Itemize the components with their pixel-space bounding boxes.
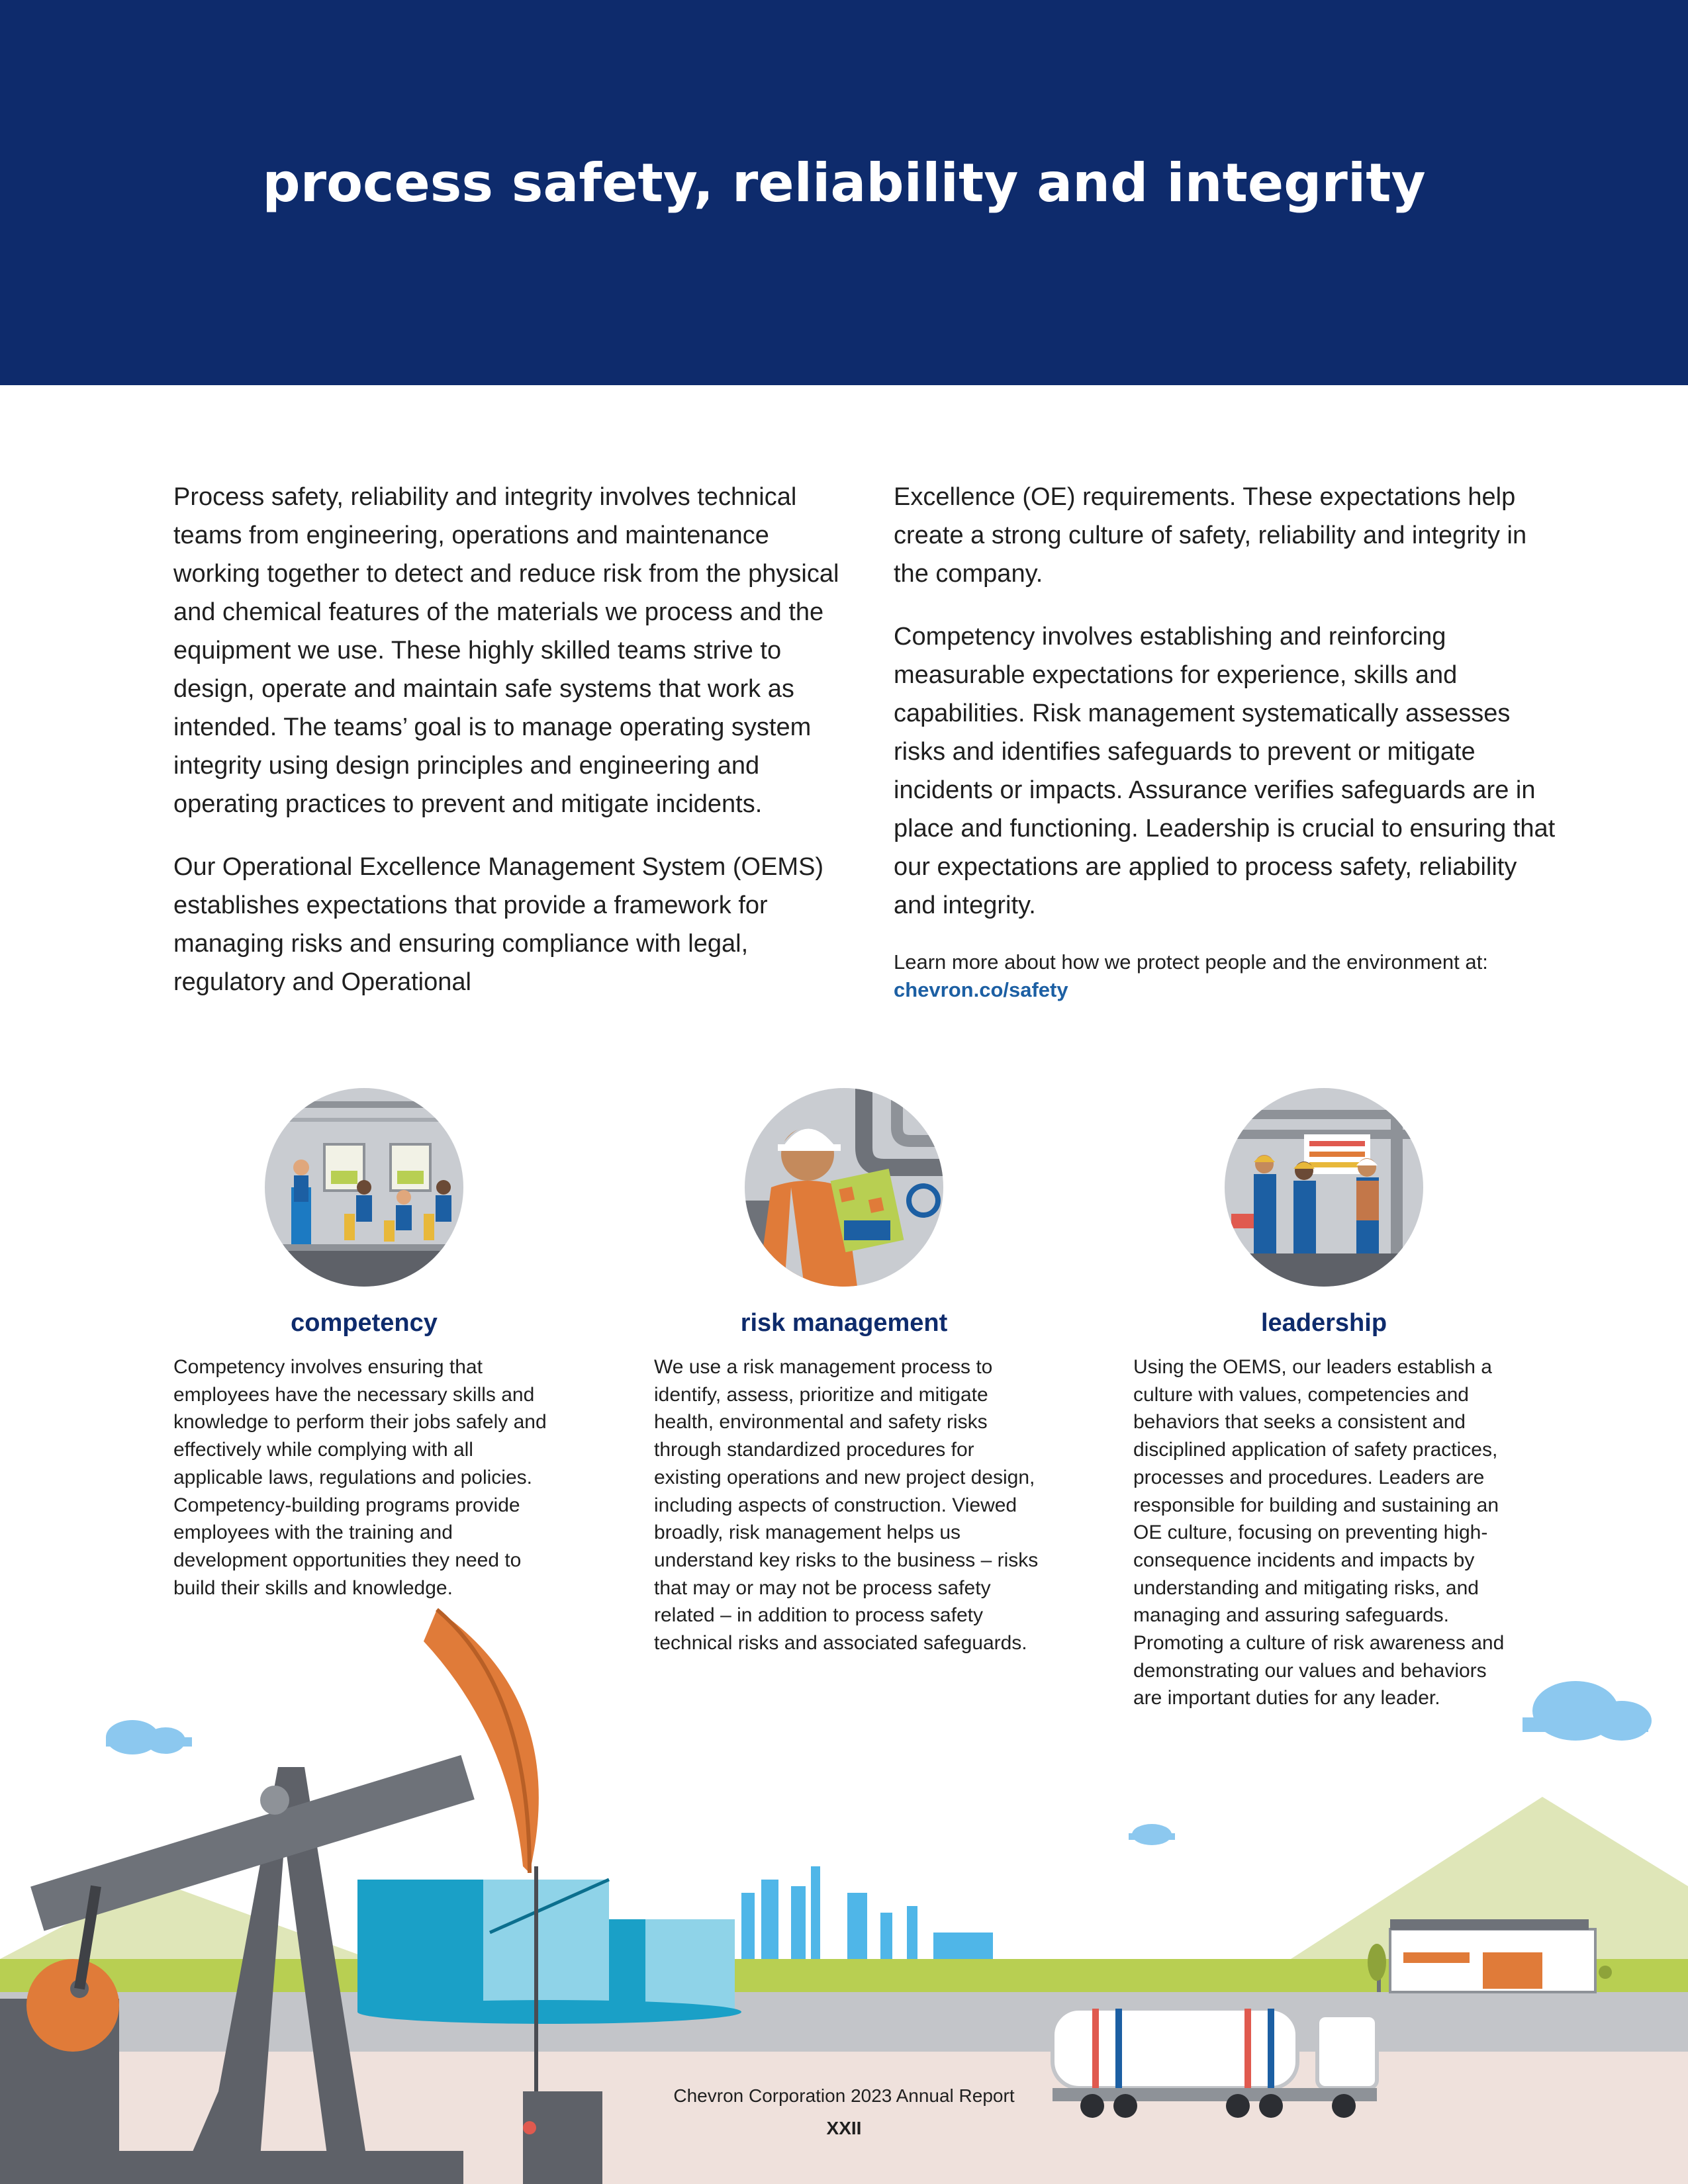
refinery: [741, 1866, 993, 1959]
card-body-leadership: Using the OEMS, our leaders establish a culture with values, competencies and behaviors that seeks a consistent and disciplined application of safety practices, processes and procedures. Leaders are responsible for building and sustaining an OE culture, focusing on preventing high-consequence incidents and impacts by understanding and mitigating risks, and managing and assuring safeguards. Promoting a culture of risk awareness and demonstrating our values and behaviors are important duties for any leader.: [1133, 1356, 1505, 1709]
card-body-competency: Competency involves ensuring that employees have the necessary skills and knowledge to perform their jobs safely and effectively while complying with all applicable laws, regulations and policies. Competency-building programs provide employees with the training and development opportunities they need to build their skills and knowledge.: [173, 1356, 547, 1599]
card-title-leadership: leadership: [1260, 1309, 1387, 1337]
intro-paragraph: Excellence (OE) requirements. These expectations help create a strong culture of safety, reliability and integrity in the company.: [894, 483, 1527, 588]
learn-more: [894, 948, 1562, 1004]
intro-column-left: [173, 478, 842, 1026]
intro-paragraph: Competency involves establishing and reinforcing measurable expectations for experience, skills and capabilities. Risk management systematically assesses risks and identifies safeguards to prevent or mitigate incidents or impacts. Assurance verifies safeguards are in place and functioning. Leadership is crucial to ensuring that our expectations are applied to process safety, reliability and integrity.: [894, 623, 1556, 919]
office-building: [1368, 1919, 1612, 1992]
inspector-clipboard-icon: [745, 1088, 943, 1287]
safety-link[interactable]: chevron.co/safety: [894, 978, 1068, 1001]
learn-more-text: Learn more about how we protect people and the environment at:: [894, 950, 1488, 974]
footer-report-name: Chevron Corporation 2023 Annual Report: [673, 2085, 1015, 2106]
card-body-risk-management: We use a risk management process to identify, assess, prioritize and mitigate health, environmental and safety risks through standardized procedures for existing operations and new project design, including aspects of construction. Viewed broadly, risk management helps us understand key risks to the business – risks that may or may not be process safety related – in addition to process safety technical risks and associated safeguards.: [654, 1356, 1039, 1655]
intro-paragraph: Process safety, reliability and integrity involves technical teams from engineering, operations and maintenance working together to detect and reduce risk from the physical and chemical features of the materials we process and the equipment we use. These highly skilled teams strive to design, operate and maintain safe systems that work as intended. The teams’ goal is to manage operating system integrity using design principles and engineering and operating practices to prevent and mitigate incidents.: [173, 483, 839, 818]
intro-column-right: [894, 478, 1562, 949]
header-banner: [0, 0, 1688, 385]
storage-tanks: [357, 1880, 741, 2024]
card-title-risk-management: risk management: [740, 1309, 948, 1337]
intro-paragraph: Our Operational Excellence Management System (OEMS) establishes expectations that provide a framework for managing risks and ensuring compliance with legal, regulatory and Operational: [173, 853, 824, 996]
classroom-training-icon: [265, 1088, 463, 1287]
card-title-competency: competency: [291, 1309, 438, 1337]
page-number: XXII: [826, 2118, 862, 2138]
page-title: process safety, reliability and integrity: [262, 152, 1426, 214]
team-meeting-icon: [1225, 1088, 1423, 1287]
